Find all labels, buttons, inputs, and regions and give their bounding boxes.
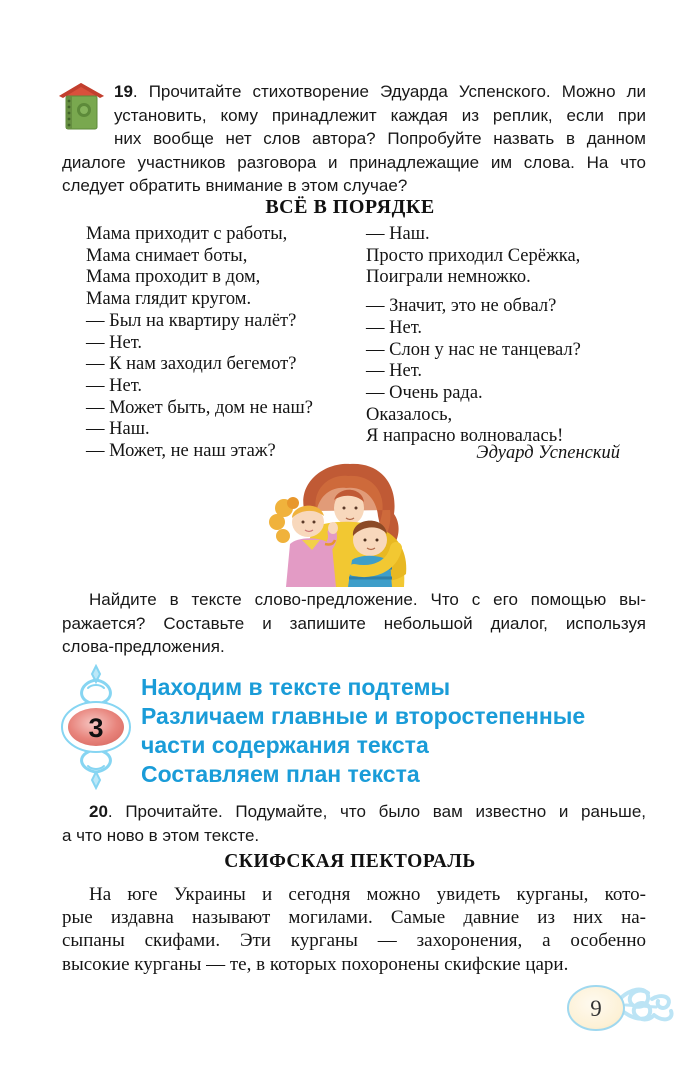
poem-line: — Очень рада. xyxy=(366,382,483,403)
section-number: 3 xyxy=(88,713,104,743)
poem-line: — Наш. xyxy=(86,419,150,440)
poem-line: Просто приходил Серёжка, xyxy=(366,245,581,266)
exercise-20-line xyxy=(62,800,646,824)
exercise-20-instruction xyxy=(62,800,646,847)
text-title: СКИФСКАЯ ПЕКТОРАЛЬ xyxy=(224,851,476,872)
page-number: 9 xyxy=(590,996,602,1021)
section-ornament xyxy=(58,664,134,790)
poem-line: — Слон у нас не танцевал? xyxy=(366,339,581,360)
poem-line: Я напрасно волновалась! xyxy=(366,426,564,447)
task-line: слова-предложения. xyxy=(62,637,225,656)
poem-author: Эдуард Успенский xyxy=(476,443,620,463)
poem-line: Мама проходит в дом, xyxy=(86,267,261,288)
exercise-book-icon xyxy=(58,82,105,131)
poem-left-column xyxy=(86,224,356,463)
paragraph-line: На юге Украины и сегодня можно увидеть курганы, кото- xyxy=(89,884,646,905)
poem-line: — Нет. xyxy=(86,332,143,353)
poem-line: — Наш. xyxy=(366,224,430,244)
section-title xyxy=(141,673,631,789)
exercise-19-instruction xyxy=(62,80,646,198)
exercise-19-line: диалоге участников разговора и принадлежащие им слова. На что xyxy=(62,152,646,172)
exercise-19-line: следует обратить внимание в этом случае? xyxy=(62,176,408,195)
poem-line: — Был на квартиру налёт? xyxy=(86,310,297,331)
poem-line: — Может, не наш этаж? xyxy=(86,441,276,462)
exercise-20-line: а что ново в этом тексте. xyxy=(62,825,260,845)
exercise-20-number: 20 xyxy=(89,802,108,821)
section-title-line: Составляем план текста xyxy=(141,761,420,787)
exercise-19-line xyxy=(62,80,646,104)
poem-line: — Значит, это не обвал? xyxy=(366,296,557,317)
paragraph-line: рые издавна называют могилами. Самые давние из них на- xyxy=(62,907,646,929)
poem-line: Поиграли немножко. xyxy=(366,267,531,288)
poem-title: ВСЁ В ПОРЯДКЕ xyxy=(265,196,435,218)
poem-line: — Нет. xyxy=(86,375,143,396)
section-title-line: Находим в тексте подтемы xyxy=(141,674,451,700)
poem-line: — К нам заходил бегемот? xyxy=(86,354,297,375)
poem-line: Мама глядит кругом. xyxy=(86,289,252,310)
exercise-20-text: . Прочитайте. Подумайте, что было вам известно и раньше, xyxy=(107,802,646,821)
task-after-poem xyxy=(62,588,646,659)
poem-line: Мама приходит с работы, xyxy=(86,224,288,244)
poem-line: — Нет. xyxy=(366,317,423,338)
family-illustration xyxy=(246,456,468,588)
exercise-19-text: . Прочитайте стихотворение Эдуарда Успенского. Можно ли xyxy=(132,82,646,101)
task-line: Найдите в тексте слово-предложение. Что с его помощью вы- xyxy=(89,590,646,609)
exercise-19-number: 19 xyxy=(114,82,133,101)
text-paragraph xyxy=(62,883,646,976)
poem-line: Мама снимает боты, xyxy=(86,245,248,266)
poem-right-column xyxy=(366,224,636,448)
paragraph-line: сыпаны скифами. Эти курганы — захоронения, а особенно xyxy=(62,930,646,952)
exercise-19-line: них вообще нет слов автора? Попробуйте назвать в данном xyxy=(114,129,646,148)
poem-line: — Нет. xyxy=(366,361,423,382)
section-title-line: части содержания текста xyxy=(141,732,429,758)
section-title-line: Различаем главные и второстепенные xyxy=(141,703,586,729)
poem-line: — Может быть, дом не наш? xyxy=(86,397,313,418)
stanza-gap xyxy=(366,289,636,296)
paragraph-line: высокие курганы — те, в которых похоронены скифские цари. xyxy=(62,953,569,975)
page-number-badge xyxy=(556,975,690,1041)
exercise-19-line: установить, кому принадлежит каждая из реплик, если при xyxy=(114,105,646,125)
task-line: ражается? Составьте и запишите небольшой диалог, используя xyxy=(62,613,646,633)
poem-line: Оказалось, xyxy=(366,404,453,425)
